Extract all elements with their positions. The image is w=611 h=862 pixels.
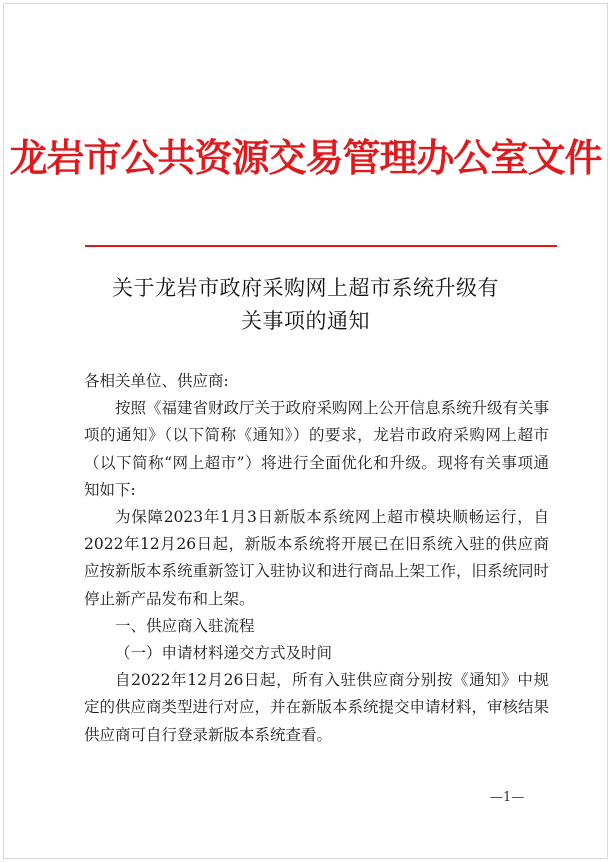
document-header-title: 龙岩市公共资源交易管理办公室文件: [9, 135, 602, 180]
document-body: [84, 368, 549, 749]
salutation: 各相关单位、供应商:: [84, 372, 229, 390]
paragraph-schedule: 为保障2023年1月3日新版本系统网上超市模块顺畅运行，自2022年12月26日起，新版本系统将开展已在旧系统入驻的供应商应按新版本系统重新签订入驻协议和进行商品上架工作，旧系统同时停止新产品发布和上架。: [84, 508, 550, 608]
paragraph-application: 自2022年12月26日起，所有入驻供应商分别按《通知》中规定的供应商类型进行对应，并在新版本系统提交申请材料，审核结果供应商可自行登录新版本系统查看。: [84, 671, 550, 744]
subsection-heading-1: （一）申请材料递交方式及时间: [115, 644, 333, 663]
notice-title-line-2: 关事项的通知: [241, 309, 370, 333]
notice-title: [0, 272, 611, 338]
paragraph-intro: 按照《福建省财政厅关于政府采购网上公开信息系统升级有关事项的通知》（以下简称《通知》）的要求，龙岩市政府采购网上超市（以下简称“网上超市”）将进行全面优化和升级。现将有关事项通知如下:: [84, 399, 550, 499]
notice-title-line-1: 关于龙岩市政府采购网上超市系统升级有: [112, 276, 499, 300]
header-red-divider: [85, 245, 557, 247]
page-number: —1—: [490, 790, 525, 805]
section-heading-1: 一、供应商入驻流程: [115, 616, 255, 635]
